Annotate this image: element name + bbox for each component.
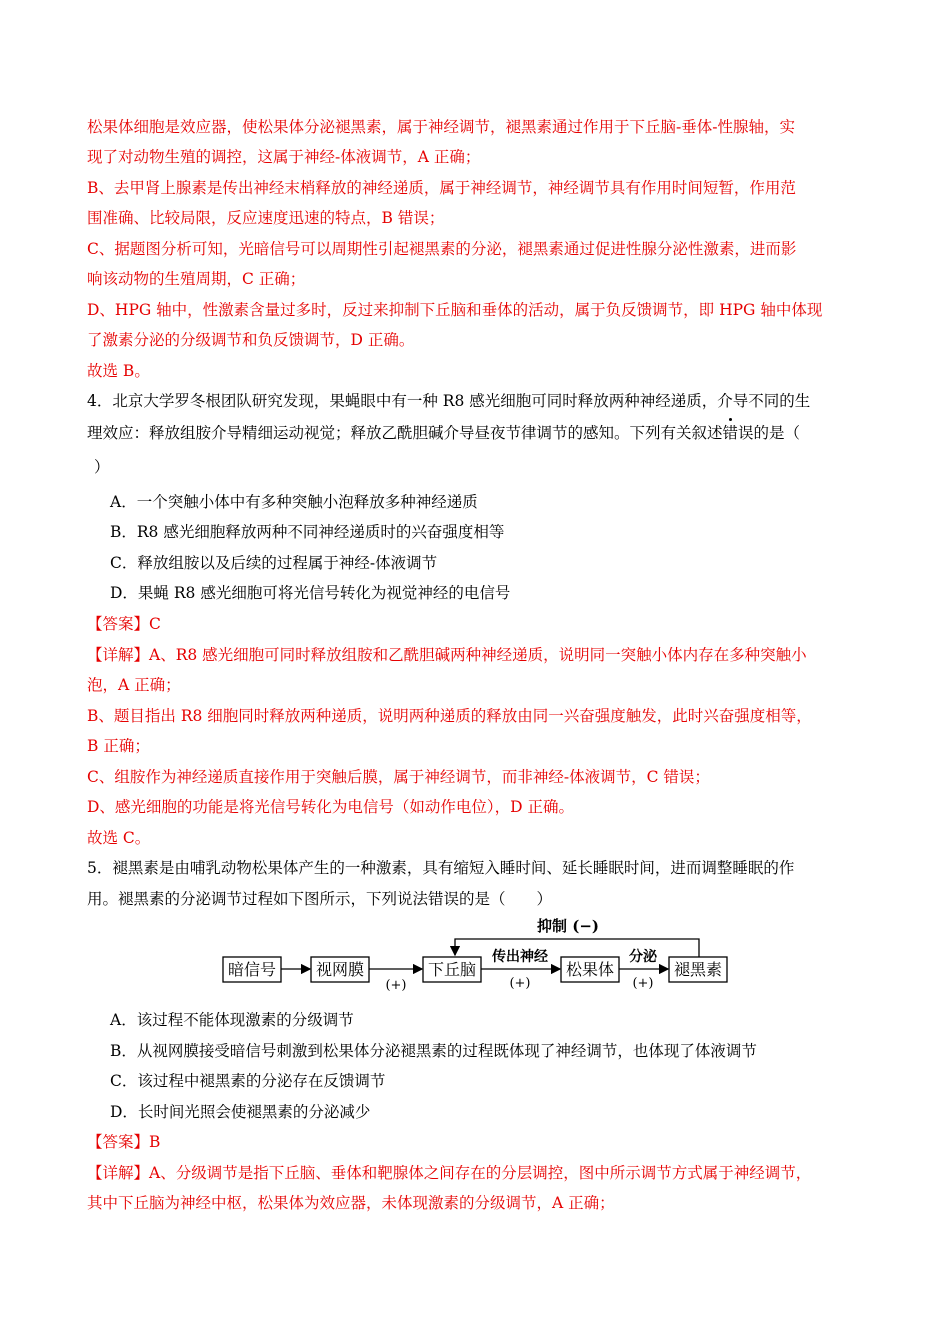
q5-stem: 用。褪黑素的分泌调节过程如下图所示，下列说法错误的是（ ）	[87, 890, 553, 908]
q4-answer	[87, 614, 161, 636]
box-retina-label: 视网膜	[315, 960, 365, 979]
q4-option-c: C．释放组胺以及后续的过程属于神经-体液调节	[110, 554, 438, 572]
q4-option-d: D．果蝇 R8 感光细胞可将光信号转化为视觉神经的电信号	[110, 584, 511, 602]
q5-option-d: D．长时间光照会使褪黑素的分泌减少	[110, 1103, 371, 1121]
answer-label: 【答案】	[87, 1133, 150, 1151]
q3-detail-line: 现了对动物生殖的调控，这属于神经-体液调节，A 正确；	[87, 148, 481, 166]
efferent-nerve-label: 传出神经	[492, 949, 548, 965]
q5-answer	[87, 1132, 160, 1154]
q4-option-b: B．R8 感光细胞释放两种不同神经递质时的兴奋强度相等	[110, 523, 505, 541]
melatonin-regulation-diagram	[215, 914, 735, 994]
q4-detail-line: B、题目指出 R8 细胞同时释放两种递质，说明两种递质的释放由同一兴奋强度触发，此时兴奋强度相等，	[87, 707, 812, 725]
q4-stem-text: 的是（	[753, 424, 801, 442]
q5-option-c: C．该过程中褪黑素的分泌存在反馈调节	[110, 1072, 386, 1090]
detail-text: A、R8 感光细胞可同时释放组胺和乙酰胆碱两种神经递质，说明同一突触小体内存在多种突触小	[149, 646, 807, 664]
detail-text: A、分级调节是指下丘脑、垂体和靶腺体之间存在的分层调控，图中所示调节方式属于神经调节，	[149, 1164, 812, 1182]
q4-stem	[87, 423, 800, 445]
box-hypothalamus-label: 下丘脑	[427, 960, 477, 979]
q3-detail-line: D、HPG 轴中，性激素含量过多时，反过来抑制下丘脑和垂体的活动，属于负反馈调节，即 HPG 轴中体现	[87, 301, 823, 319]
q4-emphasis-char: 错	[722, 424, 739, 442]
q3-detail-line: 了激素分泌的分级调节和负反馈调节，D 正确。	[87, 331, 415, 349]
q4-option-a: A．一个突触小体中有多种突触小泡释放多种神经递质	[110, 493, 478, 511]
q3-detail-line: 响该动物的生殖周期，C 正确；	[87, 270, 306, 288]
q5-option-b: B．从视网膜接受暗信号刺激到松果体分泌褪黑素的过程既体现了神经调节，也体现了体液调节	[110, 1042, 757, 1060]
answer-value: B	[149, 1133, 161, 1151]
q4-stem: 4．北京大学罗冬根团队研究发现，果蝇眼中有一种 R8 感光细胞可同时释放两种神经递质，介导不同的生	[87, 392, 811, 410]
detail-label: 【详解】	[87, 1164, 150, 1182]
answer-value: C	[149, 615, 161, 633]
q5-detail-line: 其中下丘脑为神经中枢，松果体为效应器，未体现激素的分级调节，A 正确；	[87, 1194, 615, 1212]
box-dark-signal-label: 暗信号	[227, 960, 277, 979]
q3-conclusion: 故选 B。	[87, 362, 150, 380]
detail-label: 【详解】	[87, 646, 150, 664]
sign-plus-1: (+)	[385, 978, 407, 993]
q4-detail-line: 泡，A 正确；	[87, 676, 181, 694]
q3-detail-line: C、据题图分析可知，光暗信号可以周期性引起褪黑素的分泌，褪黑素通过促进性腺分泌性激素，进而影	[87, 240, 797, 258]
secretion-label: 分泌	[629, 949, 657, 965]
q5-stem: 5．褪黑素是由哺乳动物松果体产生的一种激素，具有缩短入睡时间、延长睡眠时间，进而调整睡眠的作	[87, 859, 795, 877]
q4-detail-line: B 正确；	[87, 737, 150, 755]
q4-conclusion: 故选 C。	[87, 829, 151, 847]
q4-detail-line: D、感光细胞的功能是将光信号转化为电信号（如动作电位），D 正确。	[87, 798, 575, 816]
q4-emphasis-char: 误	[738, 424, 754, 442]
q3-detail-line: B、去甲肾上腺素是传出神经末梢释放的神经递质，属于神经调节，神经调节具有作用时间短暂，作用范	[87, 179, 796, 197]
q5-option-a: A．该过程不能体现激素的分级调节	[110, 1011, 354, 1029]
q4-detail-line: C、组胺作为神经递质直接作用于突触后膜，属于神经调节，而非神经-体液调节，C 错误；	[87, 768, 710, 786]
box-pineal-label: 松果体	[565, 960, 615, 979]
q3-detail-line: 松果体细胞是效应器，使松果体分泌褪黑素，属于神经调节，褪黑素通过作用于下丘脑-垂体-性腺轴，实	[87, 118, 795, 136]
feedback-label: 抑制 (−)	[537, 917, 599, 935]
sign-plus-2: (+)	[509, 976, 531, 991]
answer-label: 【答案】	[87, 615, 150, 633]
q3-detail-line: 围准确、比较局限，反应速度迅速的特点，B 错误；	[87, 209, 445, 227]
box-melatonin-label: 褪黑素	[673, 960, 723, 979]
q4-stem-paren: ）	[94, 458, 110, 476]
sign-plus-3: (+)	[632, 976, 654, 991]
q4-detail	[87, 645, 807, 667]
q5-detail	[87, 1163, 811, 1185]
q4-stem-text: 理效应：释放组胺介导精细运动视觉；释放乙酰胆碱介导昼夜节律调节的感知。下列有关叙述	[87, 424, 723, 442]
